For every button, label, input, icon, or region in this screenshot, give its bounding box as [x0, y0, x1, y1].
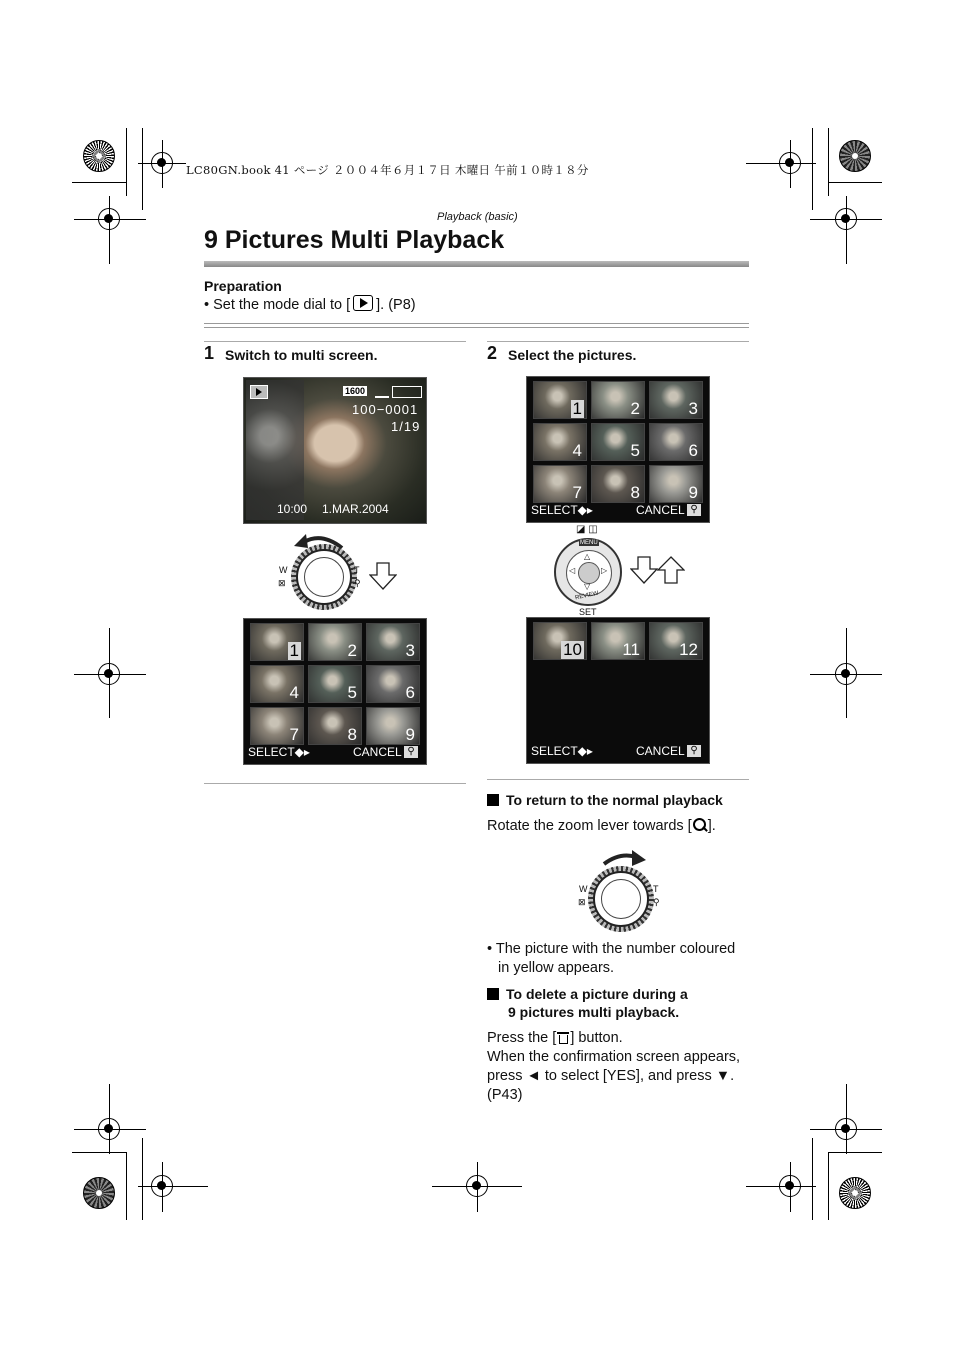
thumbnail[interactable] [308, 623, 362, 661]
preparation-text-pre: • Set the mode dial to [ [204, 297, 351, 313]
section-label: Playback (basic) [437, 211, 518, 223]
page-title: 9 Pictures Multi Playback [204, 226, 505, 254]
thumbnail-number: 7 [289, 725, 299, 744]
thumbnail[interactable] [366, 665, 420, 703]
registration-target [98, 1118, 120, 1140]
thumbnail[interactable] [366, 707, 420, 745]
thumbnail[interactable] [649, 423, 703, 461]
magnifier-icon: ⚲ [404, 746, 418, 758]
playback-mode-icon [353, 295, 373, 311]
magnifier-icon: ⚲ [653, 897, 660, 907]
registration-sunburst [839, 1177, 871, 1209]
thumbnail-number: 6 [405, 683, 415, 702]
select-hint: SELECT◆▸ [531, 744, 593, 758]
camera-screen-single [243, 377, 427, 524]
registration-target [98, 208, 120, 230]
preparation-bullet [204, 295, 416, 315]
return-text [487, 817, 716, 836]
step-label: Select the pictures. [508, 347, 637, 363]
divider [204, 783, 466, 784]
menu-label: MENU [580, 540, 598, 546]
delete-text-line1 [487, 1029, 623, 1048]
right-icon: ▷ [601, 566, 608, 575]
registration-sunburst [83, 140, 115, 172]
thumbnail-number: 9 [405, 725, 415, 744]
thumbnail-number: 3 [405, 641, 415, 660]
step-number: 1 [204, 343, 215, 363]
tele-label: T [653, 884, 659, 894]
registration-sunburst [83, 1177, 115, 1209]
thumbnail-number: 1 [289, 641, 299, 660]
time-display: 10:00 [277, 502, 308, 516]
thumbnail[interactable] [649, 622, 703, 660]
thumbnail[interactable] [533, 381, 587, 419]
review-label: REVIEW [574, 590, 600, 602]
divider [487, 341, 749, 342]
thumbnail[interactable] [250, 623, 304, 661]
up-icon: △ [584, 552, 591, 561]
thumbnail[interactable] [533, 465, 587, 503]
return-text-pre: Rotate the zoom lever towards [ [487, 818, 692, 834]
preparation-text-post: ]. (P8) [376, 297, 416, 313]
cancel-hint: CANCEL [353, 745, 402, 759]
delete-text-post: ] button. [570, 1030, 623, 1046]
divider [204, 327, 749, 328]
thumbnail-number: 10 [563, 640, 582, 659]
wide-label: W [279, 565, 288, 575]
thumbnail-number: 6 [688, 441, 698, 460]
bullet-square-icon [487, 988, 499, 1000]
thumbnail[interactable] [591, 622, 645, 660]
thumbnail-number: 8 [630, 483, 640, 502]
thumbnail[interactable] [533, 423, 587, 461]
thumbnail[interactable] [533, 622, 587, 660]
divider [204, 341, 466, 342]
camera-screen-multi [243, 618, 427, 765]
thumbnail-number: 8 [347, 725, 357, 744]
return-note-line2: in yellow appears. [498, 960, 615, 976]
camera-screen-multi [526, 376, 710, 523]
rotate-arrow-icon [600, 848, 650, 868]
magnifier-icon: ⚲ [354, 578, 361, 588]
thumbnail[interactable] [649, 465, 703, 503]
return-heading [487, 792, 723, 808]
registration-target [835, 1118, 857, 1140]
delete-text-line4: (P43) [487, 1087, 523, 1103]
file-number: 100−0001 [352, 402, 419, 417]
thumbnail-number: 4 [289, 683, 299, 702]
return-note-line1: • The picture with the number coloured [487, 941, 736, 957]
registration-target [779, 1175, 801, 1197]
divider [204, 323, 749, 324]
registration-sunburst [839, 140, 871, 172]
thumbnail[interactable] [591, 381, 645, 419]
title-rule [204, 261, 749, 267]
thumbnail-number: 1 [572, 399, 582, 418]
thumbnail[interactable] [308, 707, 362, 745]
thumbnail[interactable] [308, 665, 362, 703]
down-arrow-icon [369, 562, 397, 590]
registration-target [98, 663, 120, 685]
preparation-heading: Preparation [204, 278, 282, 294]
delete-text-pre: Press the [ [487, 1030, 557, 1046]
registration-target [151, 1175, 173, 1197]
trash-icon [557, 1031, 569, 1044]
delete-heading-line1: To delete a picture during a [506, 986, 688, 1002]
date-display: 1.MAR.2004 [322, 502, 389, 516]
delete-text-line3: press ◄ to select [YES], and press ▼. [487, 1068, 735, 1084]
thumbnail-number: 12 [679, 640, 698, 659]
thumbnail-number: 5 [347, 683, 357, 702]
cancel-hint: CANCEL [636, 744, 685, 758]
thumbnail-number: 3 [688, 399, 698, 418]
select-hint: SELECT◆▸ [531, 503, 593, 517]
registration-target [835, 663, 857, 685]
camera-screen-multi-page2 [526, 617, 710, 764]
left-icon: ◁ [569, 566, 576, 575]
registration-target [835, 208, 857, 230]
magnifier-icon [692, 818, 708, 832]
battery-icon [392, 386, 422, 398]
divider [487, 779, 749, 780]
registration-target [466, 1175, 488, 1197]
registration-target [151, 152, 173, 174]
return-heading-text: To return to the normal playback [506, 792, 723, 808]
up-arrow-icon [657, 556, 685, 584]
thumbnail-number: 11 [622, 640, 640, 659]
delete-heading-line2: 9 pictures multi playback. [508, 1004, 680, 1020]
down-arrow-icon [630, 556, 658, 584]
print-header: LC80GN.book 41 ページ ２００４年６月１７日 木曜日 午前１０時１８分 [186, 163, 589, 177]
thumbnail-number: 9 [688, 483, 698, 502]
thumbnail[interactable] [591, 465, 645, 503]
thumbnail-number: 2 [347, 641, 357, 660]
playback-mode-icon [250, 385, 268, 399]
delete-text-line2: When the confirmation screen appears, [487, 1049, 741, 1065]
down-icon: ▽ [584, 582, 591, 591]
exposure-icon: ◪ ◫ [576, 524, 598, 535]
thumbnail-number: 4 [572, 441, 582, 460]
picture-count: 1/19 [391, 419, 421, 434]
multi-thumbnail-icon: ⊠ [278, 578, 286, 588]
iso-indicator: 1600 [345, 386, 366, 396]
bullet-square-icon [487, 794, 499, 806]
thumbnail[interactable] [250, 707, 304, 745]
wide-label: W [579, 884, 588, 894]
quality-icon [375, 387, 389, 398]
thumbnail[interactable] [649, 381, 703, 419]
thumbnail-number: 2 [630, 399, 640, 418]
thumbnail[interactable] [591, 423, 645, 461]
select-hint: SELECT◆▸ [248, 745, 310, 759]
magnifier-icon: ⚲ [687, 745, 701, 757]
step-label: Switch to multi screen. [225, 347, 378, 363]
thumbnail[interactable] [250, 665, 304, 703]
thumbnail-number: 5 [630, 441, 640, 460]
delete-heading [487, 986, 688, 1002]
step-number: 2 [487, 343, 498, 363]
cursor-pad[interactable] [554, 538, 622, 606]
magnifier-icon: ⚲ [687, 504, 701, 516]
return-text-post: ]. [707, 818, 716, 834]
cancel-hint: CANCEL [636, 503, 685, 517]
thumbnail[interactable] [366, 623, 420, 661]
multi-thumbnail-icon: ⊠ [578, 897, 586, 907]
registration-target [779, 152, 801, 174]
set-label: SET [579, 607, 597, 617]
tele-label: T [354, 565, 360, 575]
thumbnail-number: 7 [572, 483, 582, 502]
photo-flowers [246, 380, 304, 520]
